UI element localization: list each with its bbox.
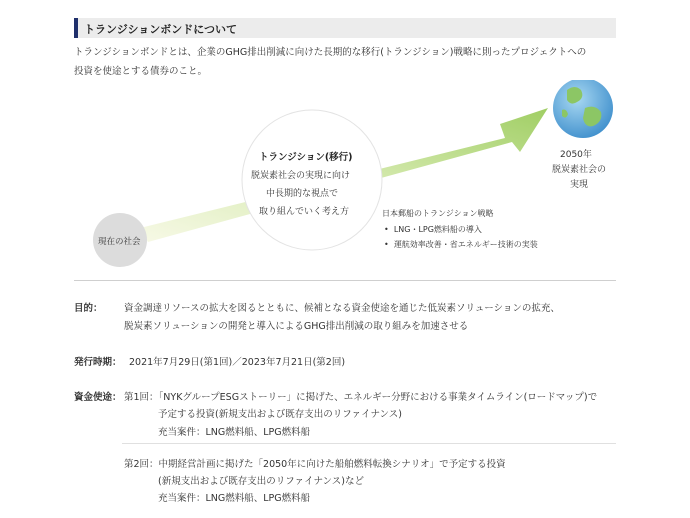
globe-icon xyxy=(553,80,613,138)
transition-line-2: 中長期的な視点で xyxy=(266,189,339,199)
first-issue-line-1: 第1回：「NYKグループESGストーリー」に掲げた、エネルギー分野における事業タイムライン(ロードマップ)で xyxy=(124,392,598,403)
strategy-item-2: • 運航効率改善・省エネルギー技術の実装 xyxy=(384,240,538,249)
second-issue-line-2: (新規支出および既存支出のリファイナンス)など xyxy=(158,476,364,487)
purpose-line-1: 資金調達リソースの拡大を図るとともに、候補となる資金使途を通じた低炭素ソリューションの拡充、 xyxy=(124,303,560,314)
goal-year: 2050年 xyxy=(560,150,592,160)
first-issue-line-2: 予定する投資(新規支出および既存支出のリファイナンス) xyxy=(158,409,402,420)
goal-line-3: 実現 xyxy=(570,180,589,190)
intro-line-2: 投資を使途とする債券のこと。 xyxy=(74,66,208,77)
issue-label: 発行時期： xyxy=(74,357,122,368)
second-issue-line-3: 充当案件：LNG燃料船、LPG燃料船 xyxy=(158,493,311,504)
purpose-label: 目的： xyxy=(74,303,103,314)
use-label: 資金使途： xyxy=(74,392,122,403)
section-title: トランジションボンドについて xyxy=(84,23,238,36)
strategy-item-1: • LNG・LPG燃料船の導入 xyxy=(384,225,482,234)
transition-line-3: 取り組んでいく考え方 xyxy=(259,207,350,217)
divider-secondary xyxy=(122,443,616,444)
transition-title: トランジション(移行) xyxy=(259,152,353,163)
strategy-title: 日本郵船のトランジション戦略 xyxy=(382,209,494,218)
goal-line-2: 脱炭素社会の xyxy=(552,165,607,175)
transition-diagram xyxy=(0,80,690,280)
purpose-line-2: 脱炭素ソリューションの開発と導入によるGHG排出削減の取り組みを加速させる xyxy=(124,321,469,332)
section-header xyxy=(74,18,616,38)
section-header-accent xyxy=(74,18,78,38)
first-issue-line-3: 充当案件：LNG燃料船、LPG燃料船 xyxy=(158,427,311,438)
issue-value: 2021年7月29日(第1回)／2023年7月21日(第2回) xyxy=(129,357,346,368)
transition-line-1: 脱炭素社会の実現に向け xyxy=(251,171,351,181)
divider xyxy=(74,280,616,281)
second-issue-line-1: 第2回：中期経営計画に掲げた「2050年に向けた船舶燃料転換シナリオ」で予定する投資 xyxy=(124,459,506,470)
current-society-label: 現在の社会 xyxy=(98,237,141,247)
intro-line-1: トランジションボンドとは、企業のGHG排出削減に向けた長期的な移行(トランジション)戦略に則ったプロジェクトへの xyxy=(74,47,587,58)
